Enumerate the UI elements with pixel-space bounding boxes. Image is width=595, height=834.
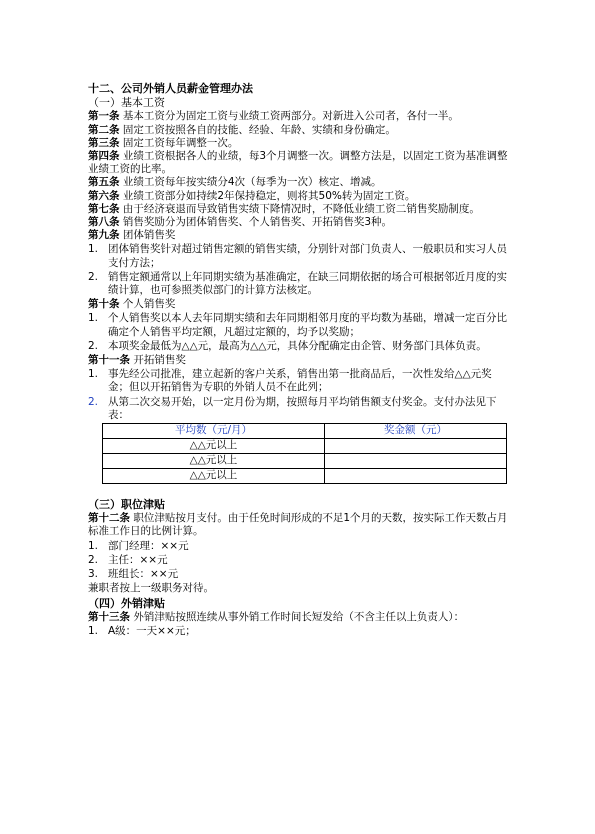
article-label: 第九条 xyxy=(88,229,120,242)
article-label: 第十三条 xyxy=(88,610,130,623)
article-7 xyxy=(88,203,508,216)
list-text: A级：一天××元； xyxy=(108,624,196,637)
list-text: 班组长：××元 xyxy=(108,568,179,581)
article-13 xyxy=(88,611,508,624)
list-text: 个人销售奖以本人去年同期实绩和去年同期相邻月度的平均数为基础，增减一定百分比确定个人销售平均定额，凡超过定额的，均予以奖励； xyxy=(108,312,507,338)
list-item xyxy=(88,396,508,422)
table-cell xyxy=(324,454,506,469)
article-text: 由于经济衰退而导致销售实绩下降情况时，不降低业绩工资二销售奖励制度。 xyxy=(122,202,480,215)
list-item xyxy=(88,340,508,353)
article-text: 团体销售奖 xyxy=(122,229,176,242)
article-text: 销售奖励分为团体销售奖、个人销售奖、开拓销售奖3种。 xyxy=(122,216,393,229)
table-row xyxy=(103,439,507,454)
article-label: 第二条 xyxy=(88,123,120,136)
table-cell xyxy=(324,439,506,454)
article-label: 第一条 xyxy=(88,110,120,123)
list-number: 2. xyxy=(88,270,99,283)
list-item xyxy=(88,312,508,338)
table-header-cell: 奖金额（元） xyxy=(324,424,506,439)
article-label: 第八条 xyxy=(88,216,120,229)
article-label: 第六条 xyxy=(88,189,120,202)
article-text: 固定工资按照各自的技能、经验、年龄、实绩和身份确定。 xyxy=(122,123,396,136)
table-header-row xyxy=(103,424,507,439)
list-text: 本项奖金最低为△△元，最高为△△元，具体分配确定由企管、财务部门具体负责。 xyxy=(108,339,487,352)
list-number: 1. xyxy=(88,368,99,381)
list-item xyxy=(88,554,508,567)
article-label: 第四条 xyxy=(88,150,120,163)
article-9 xyxy=(88,229,508,242)
article-text: 业绩工资部分如持续2年保持稳定，则将其50%转为固定工资。 xyxy=(122,189,416,202)
article-label: 第十条 xyxy=(88,298,120,311)
article-2 xyxy=(88,124,508,137)
list-item xyxy=(88,243,508,269)
article-text: 固定工资每年调整一次。 xyxy=(122,136,239,149)
section-heading-basic-salary: （一）基本工资 xyxy=(88,96,165,110)
list-item xyxy=(88,568,508,581)
article-12 xyxy=(88,512,508,538)
document-title: 十二、公司外销人员薪金管理办法 xyxy=(88,82,253,95)
list-number: 2. xyxy=(88,339,99,352)
list-text: 主任：××元 xyxy=(108,553,168,566)
table-header-cell: 平均数（元/月） xyxy=(103,424,325,439)
list-number: 1. xyxy=(88,312,99,325)
list-text: 团体销售奖针对超过销售定额的销售实绩，分别针对部门负责人、一般职员和实习人员支付方法； xyxy=(108,243,507,269)
article-text: 外销津贴按照连续从事外销工作时间长短发给（不含主任以上负责人）： xyxy=(133,610,465,623)
article-1 xyxy=(88,110,508,123)
table-row xyxy=(103,454,507,469)
section-heading-position-allowance: （三）职位津贴 xyxy=(88,498,165,512)
article-label: 第十二条 xyxy=(88,512,130,525)
list-item xyxy=(88,368,508,394)
section-heading-sales-allowance: （四）外销津贴 xyxy=(88,596,165,610)
article-label: 第五条 xyxy=(88,176,120,189)
list-item xyxy=(88,625,508,638)
article-text: 业绩工资每年按实绩分4次（每季为一次）核定、增减。 xyxy=(122,176,382,189)
list-number: 1. xyxy=(88,539,99,552)
list-item xyxy=(88,540,508,553)
list-text: 销售定额通常以上年同期实绩为基准确定，在缺三同期依据的场合可根据邻近月度的实绩计算，也可参照类似部门的计算方法核定。 xyxy=(108,270,507,297)
list-text: 部门经理：××元 xyxy=(108,539,189,552)
article-text: 业绩工资根据各人的业绩，每3个月调整一次。调整方法是，以固定工资为基准调整业绩工资的比率。 xyxy=(88,150,508,176)
article-3 xyxy=(88,137,508,150)
bonus-table xyxy=(102,423,507,484)
list-text: 从第二次交易开始，以一定月份为期，按照每月平均销售额支付奖金。支付办法见下表： xyxy=(108,395,497,421)
list-number: 2. xyxy=(88,553,99,566)
article-text: 个人销售奖 xyxy=(122,298,176,311)
article-8 xyxy=(88,216,508,229)
list-text: 事先经公司批准，建立起新的客户关系，销售出第一批商品后，一次性发给△△元奖金；但以开拓销售为专职的外销人员不在此列； xyxy=(108,368,492,394)
table-cell: △△元以上 xyxy=(103,439,325,454)
article-note: 兼职者按上一级职务对待。 xyxy=(88,582,214,595)
document-page xyxy=(88,82,508,639)
table-row xyxy=(103,469,507,484)
article-text: 基本工资分为固定工资与业绩工资两部分。对新进入公司者，各付一半。 xyxy=(122,110,459,123)
article-5 xyxy=(88,176,508,189)
article-text: 开拓销售奖 xyxy=(133,354,186,367)
list-item xyxy=(88,271,508,297)
article-11 xyxy=(88,354,508,367)
list-number: 1. xyxy=(88,243,99,256)
list-number: 1. xyxy=(88,624,99,637)
article-label: 第七条 xyxy=(88,202,120,215)
article-10 xyxy=(88,298,508,311)
table-cell: △△元以上 xyxy=(103,469,325,484)
article-label: 第三条 xyxy=(88,136,120,149)
article-label: 第十一条 xyxy=(88,354,130,367)
list-number: 2. xyxy=(88,395,99,408)
list-number: 3. xyxy=(88,568,99,581)
article-6 xyxy=(88,190,508,203)
article-text: 职位津贴按月支付。由于任免时间形成的不足1个月的天数，按实际工作天数占月标准工作日的比例计算。 xyxy=(88,512,508,538)
table-cell xyxy=(324,469,506,484)
article-4 xyxy=(88,150,508,176)
table-cell: △△元以上 xyxy=(103,454,325,469)
